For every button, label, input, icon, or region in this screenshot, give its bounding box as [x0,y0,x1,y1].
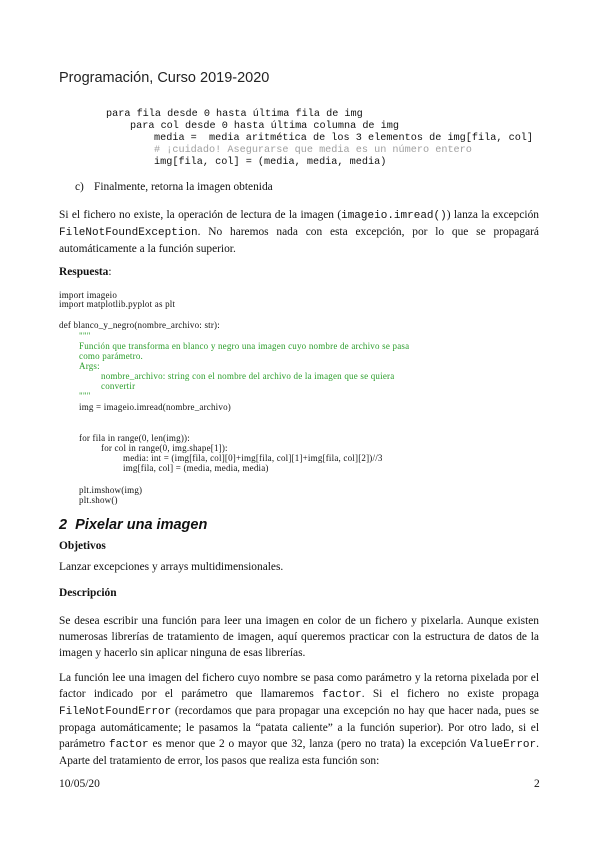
descripcion-heading: Descripción [59,587,117,599]
code-line: def blanco_y_negro(nombre_archivo: str): [59,320,220,330]
paragraph-function: La función lee una imagen del fichero cuyo nombre se pasa como parámetro y la retorna pixelada por el factor indicado por el parámetro que llamaremos factor. Si el fichero no existe propaga FileNotFoundError (recordamos que para propagar una excepción no hay que hacer nada, pues se propaga automáticamente; le pasamos la “patata caliente” a la función superior). Por otro lado, si el parámetro factor es menor que 2 o mayor que 32, lanza (pero no trata) la excepción ValueError. Aparte del tratamiento de error, los pasos que realiza esta función son: [59,672,539,767]
code-line: for col in range(0, img.shape[1]): [101,443,228,453]
docstring-line: como parámetro. [79,351,143,361]
code-line: media: int = (img[fila, col][0]+img[fila, col][1]+img[fila, col][2])//3 [123,453,383,463]
docstring-line: convertir [101,381,136,391]
step-c-text: Finalmente, retorna la imagen obtenida [94,181,273,193]
pseudo-code-line: para fila desde 0 hasta última fila de img [106,109,363,120]
docstring-line: Función que transforma en blanco y negro una imagen cuyo nombre de archivo se pasa [79,341,410,351]
pseudo-code-comment: # ¡cuidado! Asegurarse que media es un número entero [154,145,472,156]
respuesta-heading: Respuesta: [59,266,112,278]
footer-page-number: 2 [534,778,540,790]
code-line: import matplotlib.pyplot as plt [59,299,176,309]
objetivos-text: Lanzar excepciones y arrays multidimensionales. [59,561,284,573]
footer-date: 10/05/20 [59,778,100,790]
section-heading: 2 Pixelar una imagen [59,517,208,533]
docstring-line: nombre_archivo: string con el nombre del archivo de la imagen que se quiera [101,371,395,381]
pseudo-code-line: para col desde 0 hasta última columna de img [130,121,399,132]
page-header: Programación, Curso 2019-2020 [59,70,270,86]
code-line: for fila in range(0, len(img)): [79,433,190,443]
objetivos-heading: Objetivos [59,540,106,552]
docstring-line: """ [79,391,91,401]
code-line: import imageio [59,290,118,300]
paragraph-description: Se desea escribir una función para leer una imagen en color de un fichero y pixelarla. Aunque existen numerosas librerías de tratamiento de imagen, aquí queremos practicar con la estructura de datos de la imagen y hacerlo sin aplicar ninguna de esas librerías. [59,615,539,659]
paragraph-file-not-found: Si el fichero no existe, la operación de lectura de la imagen (imageio.imread()) lanza la excepción FileNotFoundException. No haremos nada con esta excepción, por lo que se propagará automáticamente a la función superior. [59,209,539,255]
code-line: img[fila, col] = (media, media, media) [123,463,269,473]
code-line: img = imageio.imread(nombre_archivo) [79,402,231,412]
code-line: plt.show() [79,495,118,505]
code-line: plt.imshow(img) [79,485,143,495]
pseudo-code-line: media = media aritmética de los 3 elementos de img[fila, col] [154,133,534,144]
step-c-label: c) [75,181,84,193]
pseudo-code-line: img[fila, col] = (media, media, media) [154,157,387,168]
docstring-line: """ [79,331,91,341]
docstring-line: Args: [79,361,100,371]
